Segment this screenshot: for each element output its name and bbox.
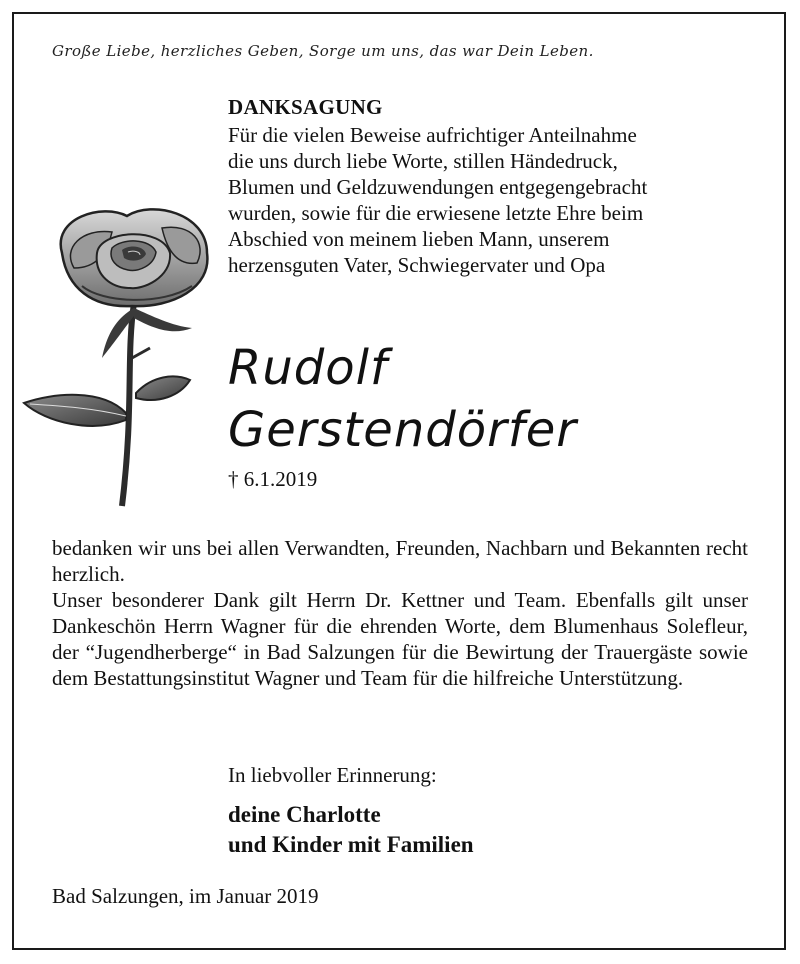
heading: DANKSAGUNG: [228, 95, 383, 119]
intro-line: herzensguten Vater, Schwiegervater und Opa: [228, 253, 606, 277]
intro-line: Für die vielen Beweise aufrichtiger Anteilnahme: [228, 123, 637, 147]
intro-line: Abschied von meinem lieben Mann, unserem: [228, 227, 610, 251]
intro-line: Blumen und Geldzuwendungen entgegengebracht: [228, 175, 648, 199]
intro-text: [228, 122, 768, 278]
deceased-last-name: Gerstendörfer: [228, 402, 577, 458]
death-date: † 6.1.2019: [228, 467, 318, 491]
signer-line: deine Charlotte: [228, 802, 381, 827]
place-date: Bad Salzungen, im Januar 2019: [52, 884, 319, 908]
memory-line: In liebvoller Erinnerung:: [228, 763, 437, 787]
motto-line: Große Liebe, herzliches Geben, Sorge um uns, das war Dein Leben.: [52, 42, 594, 60]
intro-line: wurden, sowie für die erwiesene letzte Ehre beim: [228, 201, 644, 225]
deceased-first-name: Rudolf: [228, 340, 388, 396]
rose-icon: [22, 208, 222, 508]
body-text: [52, 535, 748, 691]
body-paragraph: bedanken wir uns bei allen Verwandten, Freunden, Nachbarn und Bekannten recht herzlich.: [52, 536, 748, 586]
signers: [228, 800, 474, 860]
intro-line: die uns durch liebe Worte, stillen Händedruck,: [228, 149, 618, 173]
signer-line: und Kinder mit Familien: [228, 832, 474, 857]
body-paragraph: Unser besonderer Dank gilt Herrn Dr. Kettner und Team. Ebenfalls gilt unser Dankeschön Herrn Wagner für die ehrenden Worte, dem Blumenhaus Solefleur, der “Jugendherberge“ in Bad Salzungen für die Bewirtung der Trauergäste sowie dem Bestattungsinstitut Wagner und Team für die hilfreiche Unterstützung.: [52, 588, 748, 690]
